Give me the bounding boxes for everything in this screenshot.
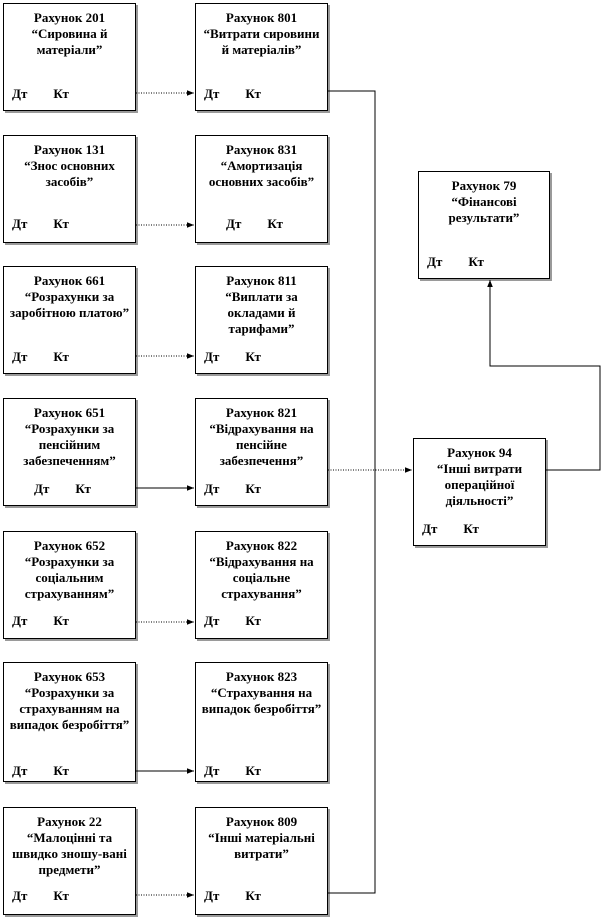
- account-number: Рахунок 651: [33, 405, 106, 420]
- account-823-box: [195, 662, 328, 782]
- account-201-box: [3, 3, 136, 111]
- account-821-box: [195, 398, 328, 506]
- account-652-box: [3, 531, 136, 639]
- debit-label: Дт: [204, 763, 220, 778]
- debit-credit-labels: [204, 349, 261, 365]
- debit-credit-labels: [204, 888, 261, 904]
- account-653-box: [3, 662, 136, 782]
- credit-label: Кт: [75, 481, 91, 496]
- debit-credit-labels: [34, 481, 91, 497]
- debit-credit-labels: [204, 86, 261, 102]
- debit-credit-labels: [12, 349, 69, 365]
- credit-label: Кт: [53, 349, 69, 364]
- credit-label: Кт: [468, 254, 484, 269]
- account-name: “Розрахунки за пенсійним забезпеченням”: [23, 421, 116, 468]
- account-number: Рахунок 201: [33, 10, 106, 25]
- account-number: Рахунок 831: [225, 142, 298, 157]
- debit-credit-labels: [204, 613, 261, 629]
- credit-label: Кт: [53, 763, 69, 778]
- account-831-box: [195, 135, 328, 243]
- debit-label: Дт: [204, 481, 220, 496]
- account-name: “Знос основних засобів”: [24, 158, 115, 189]
- debit-credit-labels: [12, 888, 69, 904]
- account-name: “Страхування на випадок безробіття”: [201, 685, 322, 716]
- credit-label: Кт: [245, 888, 261, 903]
- debit-label: Дт: [422, 521, 438, 536]
- account-name: “Виплати за окладами й тарифами”: [225, 289, 298, 336]
- account-801-box: [195, 3, 328, 111]
- account-number: Рахунок 811: [226, 273, 297, 288]
- credit-label: Кт: [53, 86, 69, 101]
- account-number: Рахунок 823: [225, 669, 298, 684]
- credit-label: Кт: [245, 613, 261, 628]
- account-79-box: [418, 171, 550, 279]
- account-661-box: [3, 266, 136, 374]
- account-name: “Інші матеріальні витрати”: [208, 830, 315, 861]
- account-name: “Сировина й матеріали”: [31, 26, 108, 57]
- debit-credit-labels: [204, 763, 261, 779]
- account-809-box: [195, 807, 328, 915]
- account-name: “Інші витрати операційної діяльності”: [436, 461, 523, 508]
- line-801-to-collector: [328, 91, 375, 893]
- account-name: “Витрати сировини й матеріалів”: [203, 26, 320, 57]
- credit-label: Кт: [267, 216, 283, 231]
- credit-label: Кт: [463, 521, 479, 536]
- account-number: Рахунок 653: [33, 669, 106, 684]
- debit-credit-labels: [204, 481, 261, 497]
- account-number: Рахунок 79: [451, 178, 517, 193]
- account-22-box: [3, 807, 136, 915]
- account-94-box: [413, 438, 546, 546]
- account-number: Рахунок 94: [447, 445, 512, 460]
- debit-label: Дт: [204, 888, 220, 903]
- account-name: “Амортизація основних засобів”: [208, 158, 315, 189]
- debit-credit-labels: [226, 216, 283, 232]
- account-number: Рахунок 809: [225, 814, 298, 829]
- account-name: “Розрахунки за заробітною платою”: [9, 289, 130, 320]
- credit-label: Кт: [245, 481, 261, 496]
- account-number: Рахунок 801: [225, 10, 298, 25]
- account-name: “Відрахування на соціальне страхування”: [209, 554, 314, 601]
- credit-label: Кт: [245, 86, 261, 101]
- account-number: Рахунок 131: [33, 142, 106, 157]
- debit-label: Дт: [12, 613, 28, 628]
- debit-credit-labels: [12, 216, 69, 232]
- account-name: “Розрахунки за соціальним страхуванням”: [24, 554, 115, 601]
- debit-label: Дт: [204, 349, 220, 364]
- debit-credit-labels: [12, 613, 69, 629]
- account-name: “Фінансові результати”: [448, 194, 520, 225]
- debit-label: Дт: [12, 216, 28, 231]
- account-number: Рахунок 821: [225, 405, 298, 420]
- debit-label: Дт: [12, 763, 28, 778]
- debit-credit-labels: [12, 86, 69, 102]
- account-number: Рахунок 822: [225, 538, 298, 553]
- debit-label: Дт: [12, 86, 28, 101]
- account-number: Рахунок 652: [33, 538, 106, 553]
- account-131-box: [3, 135, 136, 243]
- debit-label: Дт: [12, 349, 28, 364]
- account-number: Рахунок 22: [37, 814, 102, 829]
- debit-label: Дт: [204, 613, 220, 628]
- debit-label: Дт: [12, 888, 28, 903]
- account-822-box: [195, 531, 328, 639]
- credit-label: Кт: [53, 613, 69, 628]
- debit-label: Дт: [427, 254, 443, 269]
- debit-label: Дт: [34, 481, 50, 496]
- account-name: “Розрахунки за страхуванням на випадок безробіття”: [9, 685, 130, 732]
- debit-credit-labels: [422, 521, 479, 537]
- account-number: Рахунок 661: [33, 273, 106, 288]
- debit-credit-labels: [12, 763, 69, 779]
- debit-credit-labels: [427, 254, 484, 270]
- debit-label: Дт: [204, 86, 220, 101]
- credit-label: Кт: [53, 888, 69, 903]
- account-name: “Відрахування на пенсійне забезпечення”: [209, 421, 314, 468]
- account-651-box: [3, 398, 136, 506]
- credit-label: Кт: [245, 763, 261, 778]
- account-811-box: [195, 266, 328, 374]
- debit-label: Дт: [226, 216, 242, 231]
- credit-label: Кт: [53, 216, 69, 231]
- account-name: “Малоцінні та швидко зношу-вані предмети”: [12, 830, 127, 877]
- credit-label: Кт: [245, 349, 261, 364]
